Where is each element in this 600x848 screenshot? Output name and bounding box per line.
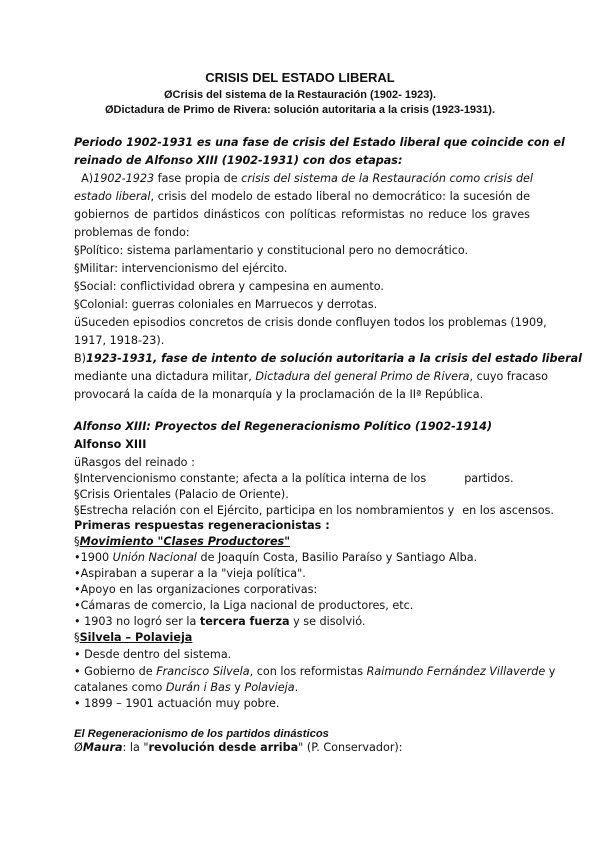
crisis-episodes-line-2: 1917, 1918-23). [74, 334, 165, 347]
movimiento-item-2: •Aspiraban a superar a la "vieja política". [74, 567, 306, 580]
section-heading-dinasticos: El Regeneracionismo de los partidos dinásticos [74, 728, 329, 740]
reign-trait-3: §Estrecha relación con el Ejército, participa en los nombramientos y en los ascensos. [74, 504, 554, 517]
movimiento-item-5: • 1903 no logró ser la tercera fuerza y se disolvió. [74, 615, 366, 628]
reign-traits-label: üRasgos del reinado : [74, 456, 195, 469]
silvela-heading: §Silvela – Polavieja [74, 631, 193, 644]
stage-a-line-2: estado liberal, crisis del modelo de estado liberal no democrático: la sucesión de [74, 190, 530, 203]
stage-b-line-1: B)1923-1931, fase de intento de solución autoritaria a la crisis del estado liberal [74, 352, 583, 365]
problem-colonial: §Colonial: guerras coloniales en Marruecos y derrotas. [74, 298, 378, 311]
problem-political: §Político: sistema parlamentario y constitucional pero no democrático. [74, 244, 469, 257]
silvela-item-3: • 1899 – 1901 actuación muy pobre. [74, 697, 280, 710]
reign-trait-1: §Intervencionismo constante; afecta a la política interna de los partidos. [74, 472, 514, 485]
stage-a-line-4: problemas de fondo: [74, 226, 190, 239]
movimiento-heading: §Movimiento "Clases Productores" [74, 535, 291, 548]
crisis-episodes-line-1: üSuceden episodios concretos de crisis donde confluyen todos los problemas (1909, [74, 316, 547, 329]
movimiento-item-1: •1900 Unión Nacional de Joaquín Costa, Basilio Paraíso y Santiago Alba. [74, 551, 478, 564]
stage-b-line-3: provocará la caída de la monarquía y la proclamación de la IIª República. [74, 388, 484, 401]
movimiento-item-4: •Cámaras de comercio, la Liga nacional de productores, etc. [74, 599, 414, 612]
stage-a-line-1: A)1902-1923 fase propia de crisis del sistema de la Restauración como crisis del [74, 172, 534, 185]
stage-b-line-2: mediante una dictadura militar, Dictadura del general Primo de Rivera, cuyo fracaso [74, 370, 548, 383]
primeras-respuestas-heading: Primeras respuestas regeneracionistas : [74, 519, 330, 532]
page-title: CRISIS DEL ESTADO LIBERAL [205, 70, 395, 85]
subtitle-2: ØDictadura de Primo de Rivera: solución autoritaria a la crisis (1923-1931). [104, 104, 496, 116]
silvela-item-2-cont: catalanes como Durán i Bas y Polavieja. [74, 681, 299, 694]
subheading-alfonso-xiii: Alfonso XIII [74, 438, 147, 451]
intro-line-2: reinado de Alfonso XIII (1902-1931) con dos etapas: [74, 154, 403, 167]
intro-line-1: Periodo 1902-1931 es una fase de crisis del Estado liberal que coincide con el [74, 136, 565, 149]
subtitle-1: ØCrisis del sistema de la Restauración (1902- 1923). [163, 89, 437, 101]
movimiento-item-3: •Apoyo en las organizaciones corporativas: [74, 583, 318, 596]
problem-military: §Militar: intervencionismo del ejército. [74, 262, 288, 275]
reign-trait-2: §Crisis Orientales (Palacio de Oriente). [74, 488, 289, 501]
maura-line: ØMaura: la "revolución desde arriba" (P. Conservador): [74, 741, 403, 754]
silvela-item-2: • Gobierno de Francisco Silvela, con los reformistas Raimundo Fernández Villaverde y [74, 665, 556, 678]
section-heading-regeneracionismo: Alfonso XIII: Proyectos del Regeneracionismo Político (1902-1914) [74, 420, 493, 433]
stage-a-line-3: gobiernos de partidos dinásticos con políticas reformistas no reduce los graves [74, 208, 530, 221]
silvela-item-1: • Desde dentro del sistema. [74, 648, 232, 661]
problem-social: §Social: conflictividad obrera y campesina en aumento. [74, 280, 384, 293]
